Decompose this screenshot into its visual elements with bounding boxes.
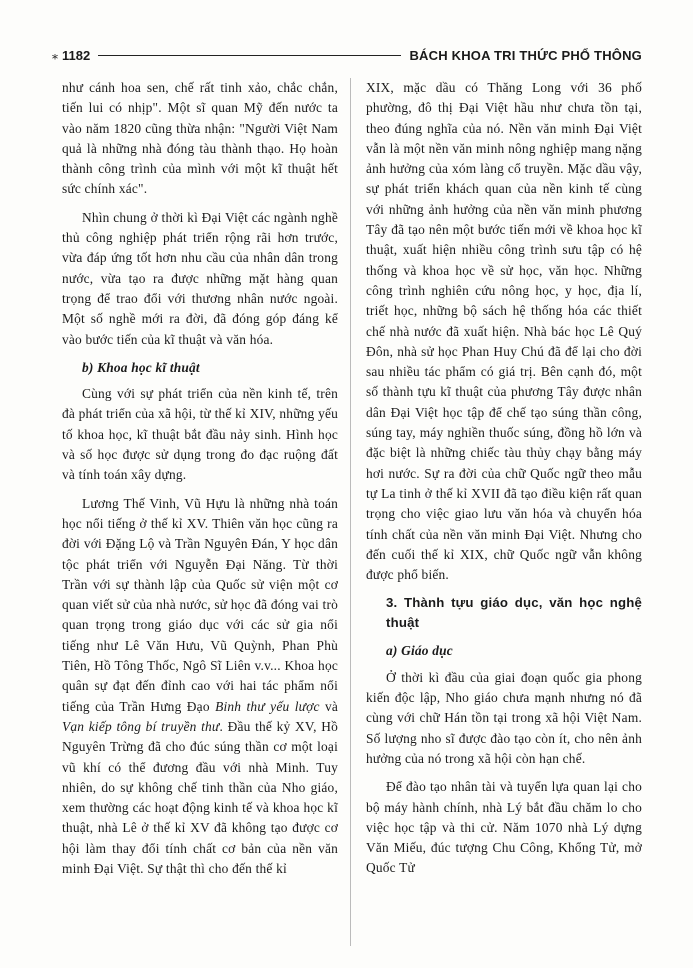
paragraph-text: . Đầu thế kỷ XV, Hồ Nguyên Trừng đã cho đúc súng thần cơ một loại vũ khí có thể đương đầu với nhà Minh. Tuy nhiên, do sự không chế tinh thần của Nho giáo, xem thường các hoạt động kinh tế và khoa học kĩ thuật, nhà Lê ở thế kỉ XV đã không tạo được cơ hội làm thay đổi tính chất cơ bản của nền văn minh Đại Việt. Sự thật thì cho đến thế kỉ (62, 718, 338, 876)
header-rule (98, 55, 401, 56)
paragraph: Ở thời kì đầu của giai đoạn quốc gia phong kiến độc lập, Nho giáo chưa mạnh nhưng nó đã cùng với chữ Hán tồn tại trong xã hội Việt Nam. Số lượng nho sĩ được đào tạo còn ít, cho nên ảnh hưởng của nó trong xã hội còn hạn chế. (366, 669, 642, 766)
paragraph: Để đào tạo nhân tài và tuyển lựa quan lại cho bộ máy hành chính, nhà Lý bắt đầu chăm lo cho việc học tập và thi cử. Năm 1070 nhà Lý dựng Văn Miếu, đúc tượng Chu Công, Khổng Tử, mở Quốc Tử (366, 779, 642, 876)
page-marker-glyph: ⁎ (52, 47, 58, 62)
left-column (62, 78, 338, 887)
paragraph: XIX, mặc dầu có Thăng Long với 36 phố phường, đô thị Đại Việt hầu như chưa tồn tại, theo đúng nghĩa của nó. Nền văn minh Đại Việt vẫn là một nền văn minh nông nghiệp mang nặng ảnh hưởng của xóm làng cổ truyền. Mặc dầu vậy, sự phát triển khách quan của nền kinh tế cùng với những ảnh hưởng của nền văn minh phương Tây đã tạo nên một bước tiến mới về khoa học kĩ thuật, xuất hiện nhiều công trình sưu tập có hệ thống và khoa học về sử học, văn học. Những công trình nghiên cứu nông học, y học, địa lí, triết học, những bộ sách hệ thống hóa các thiết chế nhà nước đã xuất hiện. Nhà bác học Lê Quý Đôn, nhà sử học Phan Huy Chú đã để lại cho đời sau nhiều tác phẩm có giá trị. Bên cạnh đó, một số thành tựu kĩ thuật của phương Tây được nhân dân Đại Việt học tập để chế tạo súng thần công, súng tay, máy nghiền thuốc súng, đồng hồ lớn và đặc biệt là những chiếc tàu thủy chạy bằng máy hơi nước. Sự ra đời của chữ Quốc ngữ theo mẫu tự La tinh ở thế kỉ XVII đã tạo điều kiện rất quan trọng cho việc giao lưu văn hóa và chuyển hóa tính chất của nền văn minh Đại Việt. Nhưng cho đến cuối thế kỉ XIX, chữ Quốc ngữ vẫn không được phổ biến. (366, 80, 642, 583)
column-divider (350, 78, 351, 946)
paragraph: như cánh hoa sen, chế rất tinh xảo, chắc chắn, tiến lui có nhịp". Một sĩ quan Mỹ đến nước ta vào năm 1820 cũng thừa nhận: "Người Việt Nam quả là những nhà đóng tàu thành thạo. Họ hoàn thành công trình của mình với một kĩ thuật hết sức chính xác". (62, 80, 338, 197)
subheading-education: a) Giáo dục (386, 643, 453, 659)
section-heading: 3. Thành tựu giáo dục, văn học nghệ thuật (386, 595, 642, 631)
work-title: Vạn kiếp tông bí truyền thư (62, 718, 220, 734)
right-column (366, 78, 642, 887)
subheading-science: b) Khoa học kĩ thuật (82, 359, 200, 375)
book-title: BÁCH KHOA TRI THỨC PHỔ THÔNG (409, 47, 642, 63)
page-header (52, 44, 642, 66)
paragraph-text: và (319, 698, 339, 714)
paragraph-text: Lương Thế Vinh, Vũ Hựu là những nhà toán học nổi tiếng ở thế kỉ XV. Thiên văn học cũng ra đời với Đặng Lộ và Trần Nguyên Đán, Y học dân tộc phát triển với Nguyễn Đại Năng. Từ thời Trần với sự thành lập của Quốc sử viện một cơ quan viết sử của nhà nước, sử học đã đóng vai trò quan trọng trong giáo dục với các sử gia nổi tiếng như Lê Văn Hưu, Vũ Quỳnh, Phan Phù Tiên, Hồ Tông Thốc, Ngô Sĩ Liên v.v... Khoa học quân sự đạt đến đỉnh cao với hai tác phẩm nổi tiếng của Trần Hưng Đạo (62, 495, 338, 714)
paragraph: Nhìn chung ở thời kì Đại Việt các ngành nghề thủ công nghiệp phát triển rộng rãi hơn trước, vừa đáp ứng tốt hơn nhu cầu của nhân dân trong nước, vừa tạo ra được những mặt hàng quan trọng để trao đổi với thương nhân nước ngoài. Một số nghề mới ra đời, đã đóng góp đáng kể vào bước tiến của kĩ thuật và văn hóa. (62, 209, 338, 347)
paragraph: Cùng với sự phát triển của nền kinh tế, trên đà phát triển của xã hội, từ thế kỉ XIV, những yếu tố khoa học, kĩ thuật bắt đầu nảy sinh. Hình học và số học được sử dụng trong đo đạc ruộng đất và tính toán xây dựng. (62, 386, 338, 483)
paragraph (62, 494, 338, 880)
work-title: Binh thư yếu lược (215, 698, 320, 714)
page-number: 1182 (62, 47, 91, 63)
